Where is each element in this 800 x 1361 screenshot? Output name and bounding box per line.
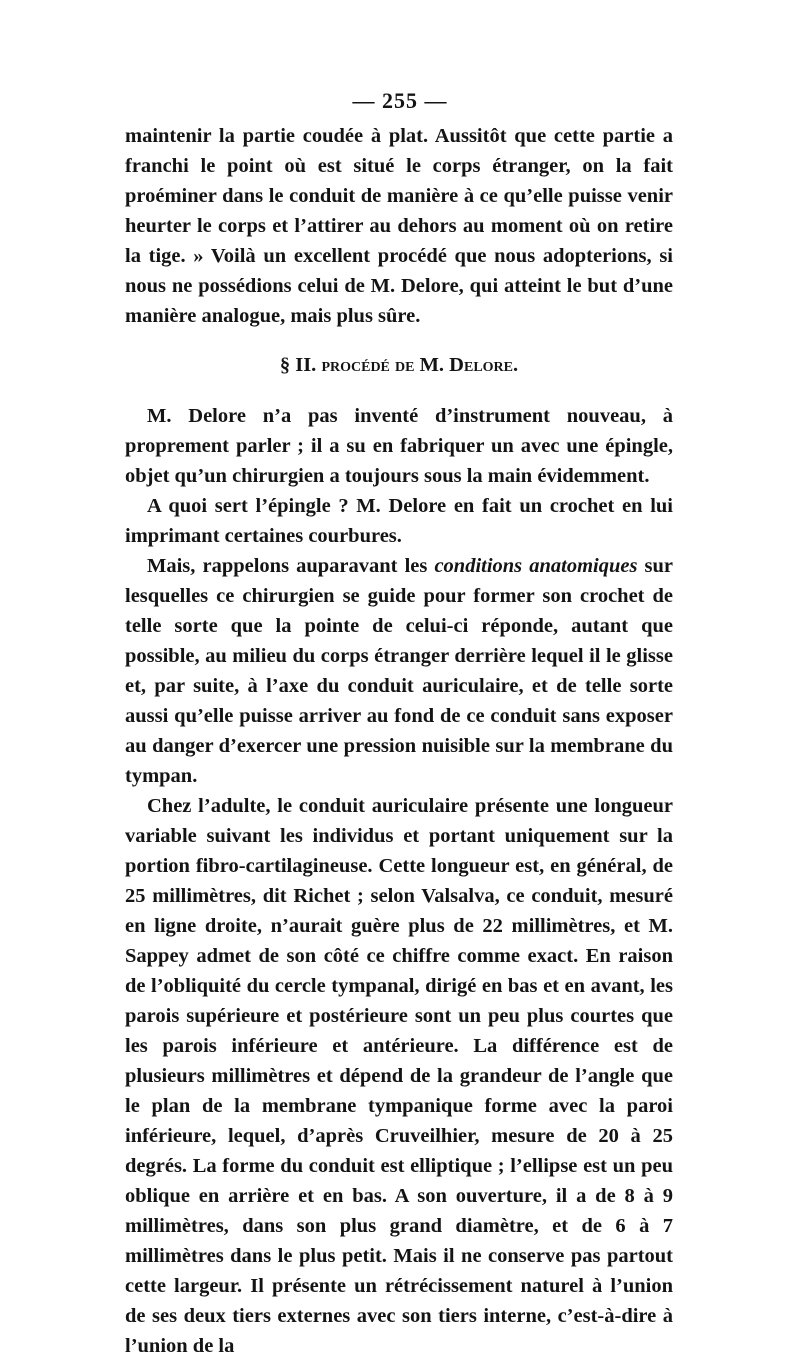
section-heading [125, 350, 673, 380]
paragraph: A quoi sert l’épingle ? M. Delore en fait un crochet en lui imprimant certaines courbures. [125, 495, 673, 547]
page-number: — 255 — [352, 88, 448, 113]
body-text [125, 121, 673, 1361]
section-number: § II. [279, 354, 317, 376]
paragraph-text: Mais, rappelons auparavant les [147, 555, 435, 577]
paragraph: Chez l’adulte, le conduit auriculaire présente une longueur variable suivant les individus et portant uniquement sur la portion fibro-cartilagineuse. Cette longueur est, en général, de 25 millimètres, dit Richet ; selon Valsalva, ce conduit, mesuré en ligne droite, n’aurait guère plus de 22 millimètres, et M. Sappey admet de son côté ce chiffre comme exact. En raison de l’obliquité du cercle tympanal, dirigé en bas et en avant, les parois supérieure et postérieure sont un peu plus courtes que les parois inférieure et antérieure. La différence est de plusieurs millimètres et dépend de la grandeur de l’angle que le plan de la membrane tympanique forme avec la paroi inférieure, lequel, d’après Cruveilhier, mesure de 20 à 25 degrés. La forme du conduit est elliptique ; l’ellipse est un peu oblique en arrière et en bas. A son ouverture, il a de 8 à 9 millimètres, dans son plus grand diamètre, et de 6 à 7 millimètres dans le plus petit. Mais il ne conserve pas partout cette largeur. Il présente un rétrécissement naturel à l’union de ses deux tiers externes avec son tiers interne, c’est-à-dire à l’union de la [125, 795, 673, 1357]
section-title: procédé de M. Delore. [321, 354, 519, 376]
paragraph-conditions [125, 551, 673, 791]
paragraph: M. Delore n’a pas inventé d’instrument nouveau, à proprement parler ; il a su en fabriquer un avec une épingle, objet qu’un chirurgien a toujours sous la main évidemment. [125, 405, 673, 487]
italic-phrase: conditions anatomiques [434, 555, 638, 577]
paragraph-text: sur lesquelles ce chirurgien se guide pour former son crochet de telle sorte que la pointe de celui-ci réponde, autant que possible, au milieu du corps étranger derrière lequel il le glisse et, par suite, à l’axe du conduit auriculaire, et de telle sorte aussi qu’elle puisse arriver au fond de ce conduit sans exposer au danger d’exercer une pression nuisible sur la membrane du tympan. [125, 555, 674, 787]
paragraph-continued: maintenir la partie coudée à plat. Aussitôt que cette partie a franchi le point où est situé le corps étranger, on la fait proéminer dans le conduit de manière à ce qu’elle puisse venir heurter le corps et l’attirer au dehors au moment où on retire la tige. » Voilà un excellent procédé que nous adopterions, si nous ne possédions celui de M. Delore, qui atteint le but d’une manière analogue, mais plus sûre. [125, 125, 673, 327]
